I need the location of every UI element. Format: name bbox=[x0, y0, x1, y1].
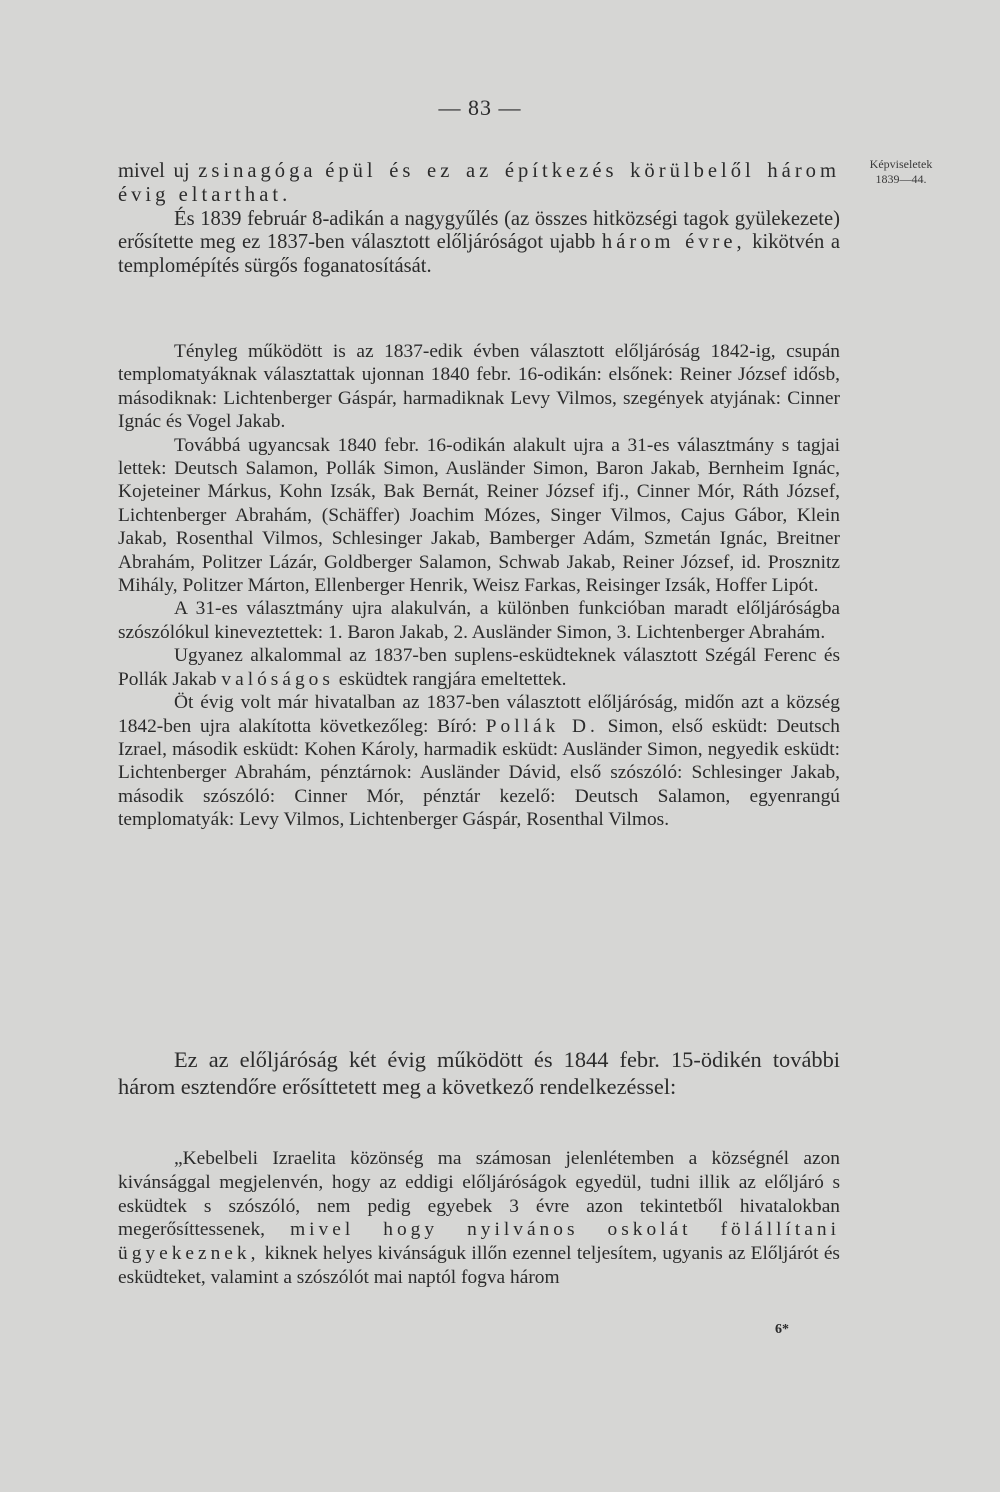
margin-note: Képviseletek 1839—44. bbox=[869, 157, 933, 186]
paragraph-1-text-b: épül és ez az építkezés körülbelől három évig eltarthat. bbox=[118, 160, 840, 206]
signature-mark: 6* bbox=[775, 1322, 789, 1337]
paragraph-7 bbox=[118, 691, 840, 831]
text-block-3 bbox=[118, 1046, 840, 1100]
paragraph-9-text-a: „Kebelbeli Izraelita közönség ma számosan jelenlétemben a községnél azon kivánsággal megjelenvén, hogy az eddigi előljáróságok egyedül, tudni illik az előljáró s esküdtek s szószóló, nem pedig egyebek 3 évre azon tekintetből hivatalokban megerősíttessenek, bbox=[118, 1148, 840, 1241]
paragraph-4: Továbbá ugyancsak 1840 febr. 16-odikán alakult ujra a 31-es választmány s tagjai lettek: Deutsch Salamon, Pollák Simon, Ausländer Simon, Baron Jakab, Bernheim Ignác, Kojeteiner Márkus, Kohn Izsák, Bak Bernát, Reiner József ifj., Cinner Mór, Ráth József, Lichtenberger Abrahám, (Schäffer) Joachim Mózes, Singer Vilmos, Cajus Gábor, Klein Jakab, Rosenthal Vilmos, Schlesinger Jakab, Bamberger Adám, Szmetán Ignác, Breitner Abrahám, Politzer Lázár, Goldberger Salamon, Schwab Jakab, Reiner József, id. Prosznitz Mihály, Politzer Márton, Ellenberger Henrik, Weisz Farkas, Reisinger Izsák, Hoffer Lipót. bbox=[118, 434, 840, 597]
page-number-header: — 83 — bbox=[438, 95, 522, 120]
text-block-1 bbox=[118, 160, 840, 279]
paragraph-2-spaced-text: három évre, bbox=[601, 231, 746, 254]
text-block-4-quotation bbox=[118, 1147, 840, 1290]
paragraph-7-spaced-text: Pollák D. bbox=[485, 715, 599, 737]
paragraph-1-spaced-text: zsinagóga bbox=[198, 160, 317, 182]
paragraph-9-text-b: kiknek helyes kivánságuk illőn ezennel teljesítem, ugyanis az Előljárót és esküdteket, valamint a szószólót mai naptól fogva három bbox=[118, 1243, 840, 1288]
paragraph-6-text-b: esküdtek rangjára emeltettek. bbox=[338, 668, 567, 690]
paragraph-9 bbox=[118, 1147, 840, 1290]
paragraph-3: Tényleg működött is az 1837-edik évben választott előljáróság 1842-ig, csupán templomatyáknak választattak ujonnan 1840 febr. 16-odikán: elsőnek: Reiner József idősb, másodiknak: Lichtenberger Gáspár, harmadiknak Levy Vilmos, szegények atyjának: Cinner Ignác és Vogel Jakab. bbox=[118, 341, 840, 433]
paragraph-6-text-a: Ugyanez alkalommal az 1837-ben suplens-esküdteknek választott Szégál Ferenc és Pollák Jakab bbox=[118, 645, 840, 690]
text-block-2 bbox=[118, 340, 840, 832]
paragraph-2 bbox=[118, 208, 840, 279]
paragraph-9-spaced-text: mivel hogy nyilvános oskolát fölállítani ügyekeznek, bbox=[118, 1219, 840, 1265]
paragraph-2-text-a: És 1839 február 8-adikán a nagygyűlés (az összes hitközségi tagok gyülekezete) erősítette meg ez 1837-ben választott előljáróságot ujabb bbox=[118, 207, 840, 254]
paragraph-6 bbox=[118, 644, 840, 691]
paragraph-1 bbox=[118, 160, 840, 208]
paragraph-7-text-a: Öt évig volt már hivatalban az 1837-ben választott előljáróság, midőn azt a község 1842-ben ujra alakította következőleg: Bíró: bbox=[118, 692, 840, 737]
paragraph-1-text-a: mivel uj bbox=[118, 160, 190, 182]
paragraph-6-spaced-text: valóságos bbox=[221, 668, 334, 690]
paragraph-2-text-b: kikötvén a templomépítés sürgős foganatosítását. bbox=[118, 231, 840, 278]
paragraph-7-text-b: Simon, első esküdt: Deutsch Izrael, második esküdt: Kohen Károly, harmadik esküdt: Ausländer Simon, negyedik esküdt: Lichtenberger Abrahám, pénztárnok: Ausländer Dávid, első szószóló: Schlesinger Jakab, második szószóló: Cinner Mór, pénztár kezelő: Deutsch Salamon, egyenrangú templomatyák: Levy Vilmos, Lichtenberger Gáspár, Rosenthal Vilmos. bbox=[118, 715, 840, 831]
paragraph-8: Ez az előljáróság két évig működött és 1844 febr. 15-ödikén további három esztendőre erősíttetett meg a következő rendelkezéssel: bbox=[118, 1047, 840, 1099]
paragraph-5: A 31-es választmány ujra alakulván, a különben funkcióban maradt előljáróságba szószólókul kineveztettek: 1. Baron Jakab, 2. Ausländer Simon, 3. Lichtenberger Abrahám. bbox=[118, 598, 840, 643]
